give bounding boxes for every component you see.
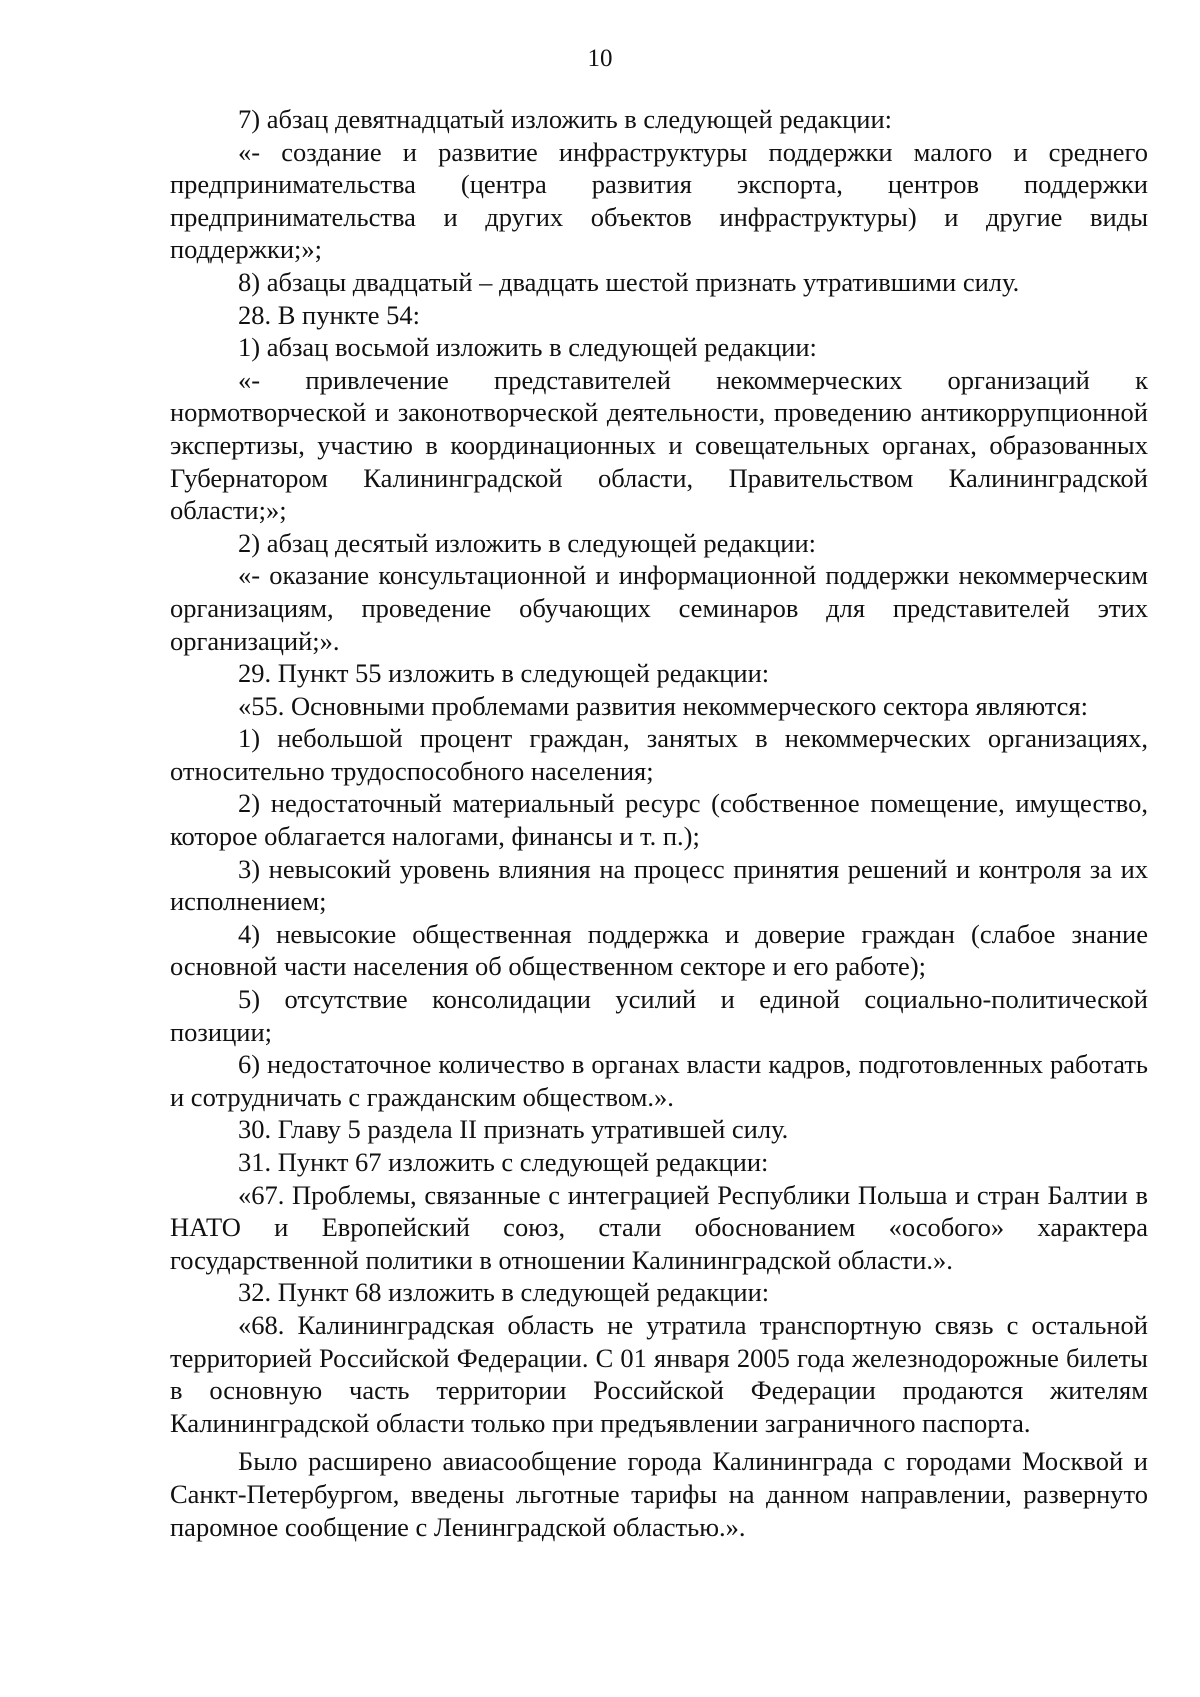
paragraph: «- оказание консультационной и информационной поддержки некоммерческим организациям, проведение обучающих семинаров для представителей этих организаций;». — [170, 560, 1148, 656]
paragraph: 2) абзац десятый изложить в следующей редакции: — [238, 527, 817, 558]
document-body — [170, 103, 1148, 1543]
paragraph: 32. Пункт 68 изложить в следующей редакции: — [238, 1277, 770, 1308]
paragraph: 1) абзац восьмой изложить в следующей редакции: — [238, 332, 817, 363]
paragraph: 4) невысокие общественная поддержка и доверие граждан (слабое знание основной части населения об общественном секторе и его работе); — [170, 918, 1148, 982]
paragraph: «55. Основными проблемами развития некоммерческого сектора являются: — [238, 690, 1088, 721]
paragraph: 3) невысокий уровень влияния на процесс принятия решений и контроля за их исполнением; — [170, 853, 1148, 917]
paragraph: Было расширено авиасообщение города Калининграда с городами Москвой и Санкт-Петербургом, введены льготные тарифы на данном направлении, развернуто паромное сообщение с Ленинградской областью.». — [170, 1446, 1148, 1542]
paragraph: 2) недостаточный материальный ресурс (собственное помещение, имущество, которое облагается налогами, финансы и т. п.); — [170, 788, 1148, 852]
paragraph: 6) недостаточное количество в органах власти кадров, подготовленных работать и сотрудничать с гражданским обществом.». — [170, 1049, 1148, 1112]
paragraph: «- привлечение представителей некоммерческих организаций к нормотворческой и законотворческой деятельности, проведению антикоррупционной экспертизы, участию в координационных и совещательных органах, образованных Губернатором Калининградской области, Правительством Калининградской области;»; — [170, 364, 1148, 526]
page-number: 10 — [587, 45, 613, 72]
paragraph: «- создание и развитие инфраструктуры поддержки малого и среднего предпринимательства (центра развития экспорта, центров поддержки предпринимательства и других объектов инфраструктуры) и другие виды поддержки;»; — [170, 136, 1148, 265]
paragraph: «67. Проблемы, связанные с интеграцией Республики Польша и стран Балтии в НАТО и Европейский союз, стали обоснованием «особого» характера государственной политики в отношении Калининградской области.». — [170, 1179, 1148, 1275]
paragraph: 30. Главу 5 раздела II признать утратившей силу. — [238, 1114, 789, 1145]
paragraph: 8) абзацы двадцатый – двадцать шестой признать утратившими силу. — [238, 266, 1020, 297]
paragraph: 1) небольшой процент граждан, занятых в некоммерческих организациях, относительно трудоспособного населения; — [170, 723, 1148, 786]
paragraph: «68. Калининградская область не утратила транспортную связь с остальной территорией Российской Федерации. С 01 января 2005 года железнодорожные билеты в основную часть территории Российской Федерации продаются жителям Калининградской области только при предъявлении заграничного паспорта. — [170, 1309, 1148, 1438]
paragraph: 28. В пункте 54: — [238, 299, 421, 330]
paragraph: 31. Пункт 67 изложить с следующей редакции: — [238, 1147, 769, 1177]
paragraph: 7) абзац девятнадцатый изложить в следующей редакции: — [238, 104, 893, 134]
paragraph: 5) отсутствие консолидации усилий и единой социально-политической позиции; — [170, 984, 1148, 1047]
paragraph: 29. Пункт 55 изложить в следующей редакции: — [238, 658, 770, 689]
